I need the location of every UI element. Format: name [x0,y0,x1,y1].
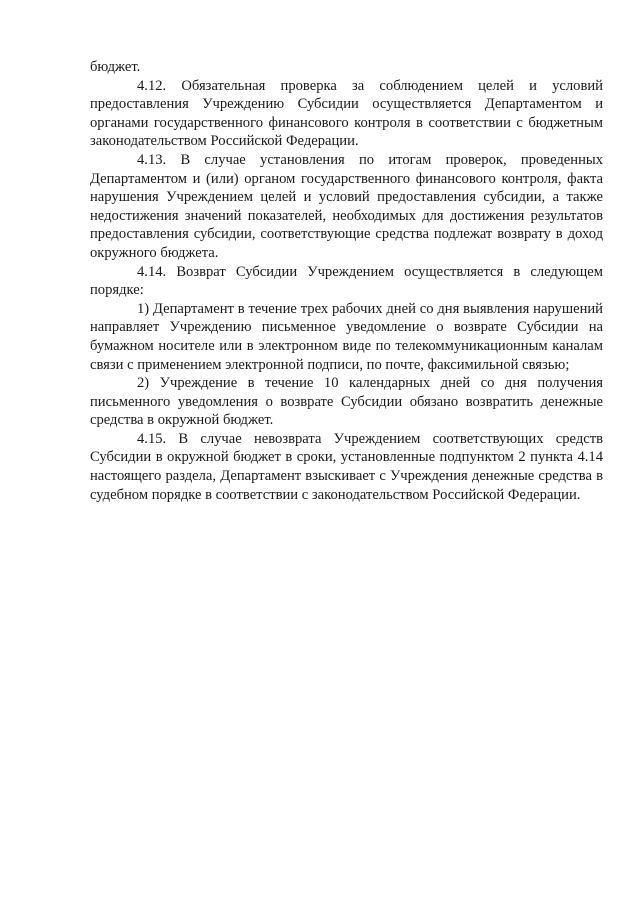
document-page [90,58,603,504]
paragraph-4-15: 4.15. В случае невозврата Учреждением соответствующих средств Субсидии в окружной бюджет в сроки, установленные подпунктом 2 пункта 4.14 настоящего раздела, Департамент взыскивает с Учреждения денежные средства в судебном порядке в соответствии с законодательством Российской Федерации. [90,430,603,503]
paragraph-4-13: 4.13. В случае установления по итогам проверок, проведенных Департаментом и (или) органом государственного финансового контроля, факта нарушения Учреждением целей и условий предоставления субсидии, а также недостижения значений показателей, необходимых для достижения результатов предоставления субсидии, соответствующие средства подлежат возврату в доход окружного бюджета. [90,151,603,261]
paragraph-4-14-item-2: 2) Учреждение в течение 10 календарных дней со дня получения письменного уведомления о возврате Субсидии обязано возвратить денежные средства в окружной бюджет. [90,375,603,429]
paragraph-4-14-item-1: 1) Департамент в течение трех рабочих дней со дня выявления нарушений направляет Учреждению письменное уведомление о возврате Субсидии на бумажном носителе или в электронном виде по телекоммуникационным каналам связи с применением электронной подписи, по почте, факсимильной связью; [90,300,603,373]
paragraph-4-12: 4.12. Обязательная проверка за соблюдением целей и условий предоставления Учреждению Субсидии осуществляется Департаментом и органами государственного финансового контроля в соответствии с бюджетным законодательством Российской Федерации. [90,77,603,150]
paragraph-4-14: 4.14. Возврат Субсидии Учреждением осуществляется в следующем порядке: [90,263,603,299]
paragraph-continuation: бюджет. [90,59,141,75]
